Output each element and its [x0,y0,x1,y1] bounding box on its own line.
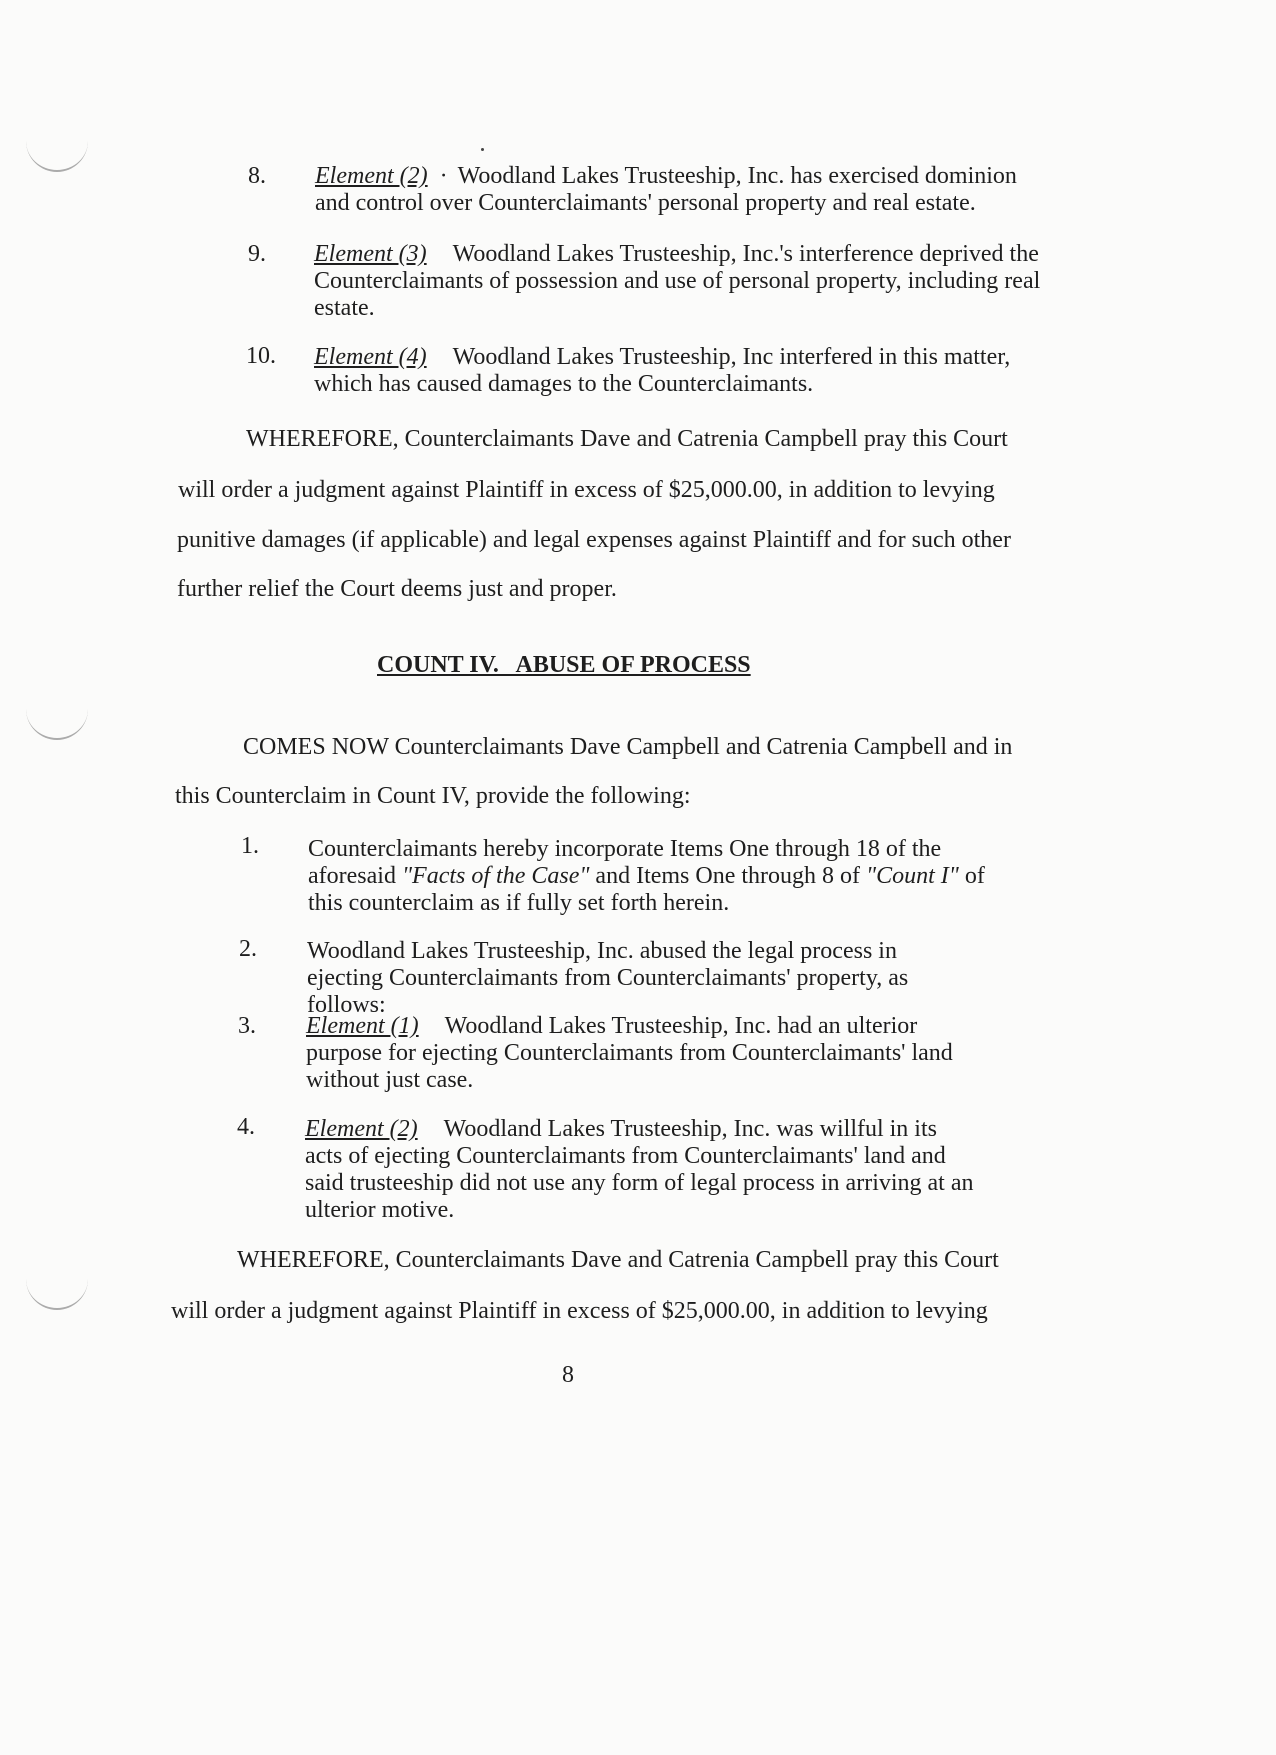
element-label: Element (4) [314,344,427,370]
facts-reference: "Facts of the Case" [401,863,590,889]
item-number: 9. [248,241,266,267]
binder-hole-mark [26,140,88,172]
element-label: Element (1) [306,1013,419,1039]
wherefore-line: further relief the Court deems just and proper. [177,576,617,602]
element-label: Element (3) [314,241,427,267]
item-number: 2. [239,936,257,962]
element-label: Element (2) [315,163,428,189]
binder-hole-mark [26,1278,88,1310]
separator-mark: · [439,163,448,189]
list-item [305,1116,975,1224]
wherefore-line: WHEREFORE, Counterclaimants Dave and Catrenia Campbell pray this Court [246,426,1008,452]
element-label: Element (2) [305,1116,418,1142]
page-number: 8 [562,1362,574,1388]
list-item [307,938,947,1019]
item-text: Woodland Lakes Trusteeship, Inc. abused the legal process in ejecting Counterclaimants from Counterclaimants' property, as follows: [307,938,909,1018]
item-text: of this counterclaim as if fully set forth herein. [308,863,985,916]
count-heading: COUNT IV. ABUSE OF PROCESS [377,652,751,678]
item-text: Woodland Lakes Trusteeship, Inc.'s interference deprived the Counterclaimants of possession and use of personal property, including real estate. [314,241,1041,321]
item-number: 8. [248,163,266,189]
scan-speck [481,148,484,151]
list-item [314,344,1054,398]
item-number: 3. [238,1013,256,1039]
comes-now-line: COMES NOW Counterclaimants Dave Campbell and Catrenia Campbell and in [243,734,1013,760]
list-item [306,1013,976,1094]
item-number: 1. [241,833,259,859]
item-text: Woodland Lakes Trusteeship, Inc interfered in this matter, which has caused damages to the Counterclaimants. [314,344,1011,397]
list-item [315,163,1055,217]
item-text: Woodland Lakes Trusteeship, Inc. had an ulterior purpose for ejecting Counterclaimants from Counterclaimants' land without just case. [306,1013,953,1093]
wherefore-line: will order a judgment against Plaintiff in excess of $25,000.00, in addition to levying [178,477,995,503]
wherefore-line: punitive damages (if applicable) and legal expenses against Plaintiff and for such other [177,527,1011,553]
list-item [314,241,1054,322]
binder-hole-mark [26,708,88,740]
item-text: Woodland Lakes Trusteeship, Inc. was willful in its acts of ejecting Counterclaimants from Counterclaimants' land and said trusteeship did not use any form of legal process in arriving at an ulterior motive. [305,1116,974,1223]
item-text: Woodland Lakes Trusteeship, Inc. has exercised dominion and control over Counterclaimants' personal property and real estate. [315,163,1017,216]
item-number: 4. [237,1114,255,1140]
item-text: Counterclaimants hereby incorporate Items One through 18 of the aforesaid [308,836,942,889]
item-text: and Items One through 8 of [589,863,867,889]
list-item [308,836,988,917]
wherefore-line: will order a judgment against Plaintiff in excess of $25,000.00, in addition to levying [171,1298,988,1324]
item-number: 10. [246,343,276,369]
comes-now-line: this Counterclaim in Count IV, provide the following: [175,783,691,809]
count-reference: "Count I" [866,863,959,889]
wherefore-line: WHEREFORE, Counterclaimants Dave and Catrenia Campbell pray this Court [237,1247,999,1273]
